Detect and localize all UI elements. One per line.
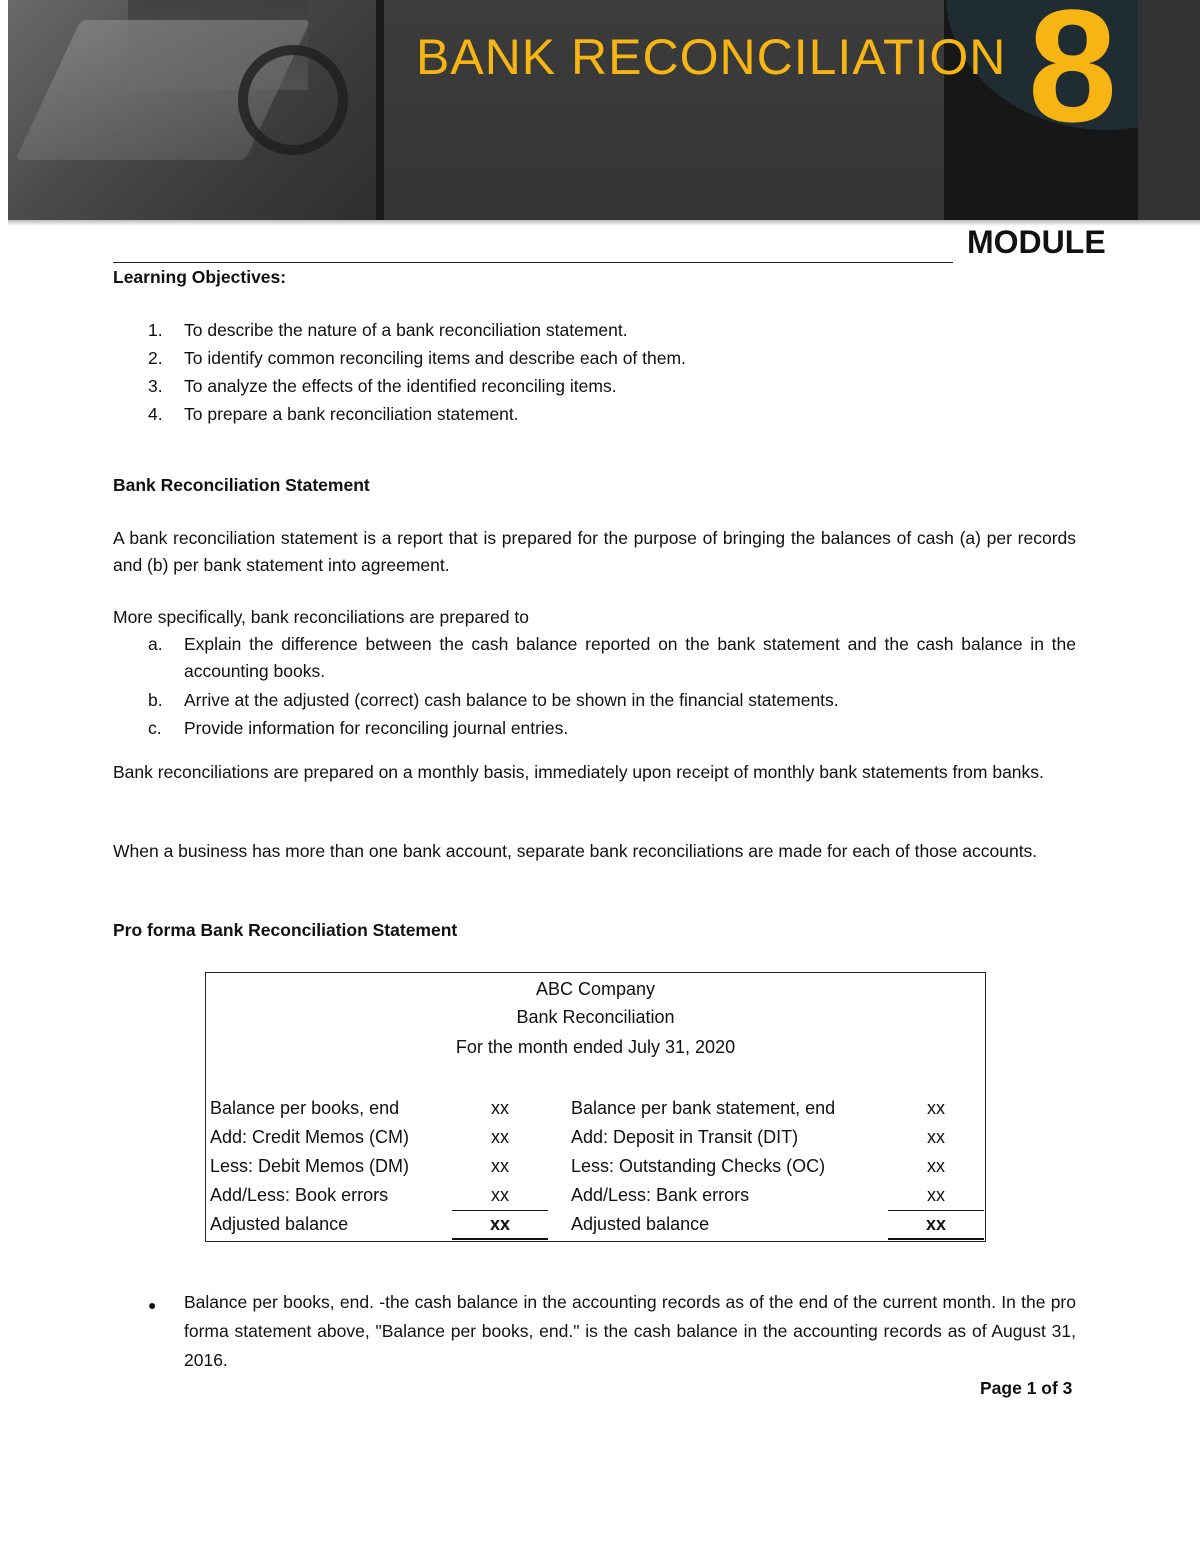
recon-left-label: Add/Less: Book errors	[210, 1185, 389, 1205]
objective-item: To describe the nature of a bank reconciliation statement.	[184, 320, 628, 340]
headphones-icon	[238, 45, 348, 155]
recon-left-label: Add: Credit Memos (CM)	[210, 1127, 410, 1147]
recon-right-amount: xx	[927, 1185, 945, 1205]
total-rule	[888, 1238, 984, 1240]
objective-number: 1.	[148, 320, 163, 340]
module-number: 8	[1028, 0, 1117, 155]
recon-left-amount: xx	[491, 1098, 509, 1118]
objective-number: 3.	[148, 376, 163, 396]
list-marker: c.	[148, 718, 162, 738]
header-banner	[8, 0, 1200, 220]
module-title: BANK RECONCILIATION	[416, 29, 1007, 85]
objective-number: 2.	[148, 348, 163, 368]
recon-left-amount: xx	[491, 1185, 509, 1205]
recon-company: ABC Company	[535, 979, 656, 999]
recon-right-label: Adjusted balance	[571, 1214, 710, 1234]
recon-left-amount: xx	[491, 1156, 509, 1176]
list-item: Arrive at the adjusted (correct) cash balance to be shown in the financial statements.	[184, 690, 839, 710]
objective-number: 4.	[148, 404, 163, 424]
recon-right-total: xx	[925, 1214, 947, 1234]
objective-item: To prepare a bank reconciliation statement.	[184, 404, 519, 424]
page-number: Page 1 of 3	[980, 1378, 1073, 1398]
recon-right-label: Less: Outstanding Checks (OC)	[571, 1156, 826, 1176]
recon-left-total: xx	[489, 1214, 511, 1234]
list-marker: a.	[148, 634, 163, 654]
recon-right-amount: xx	[927, 1156, 945, 1176]
total-rule	[452, 1238, 548, 1240]
recon-left-label: Less: Debit Memos (DM)	[210, 1156, 410, 1176]
objective-item: To analyze the effects of the identified reconciling items.	[184, 376, 617, 396]
paragraph: When a business has more than one bank account, separate bank reconciliations are made for each of those accounts.	[113, 841, 1038, 861]
recon-left-label: Balance per books, end	[210, 1098, 400, 1118]
recon-period: For the month ended July 31, 2020	[455, 1037, 736, 1057]
list-item: Explain the difference between the cash balance reported on the bank statement and the cash balance in the accounting books.	[184, 634, 1076, 681]
bullet-item: Balance per books, end. -the cash balance in the accounting records as of the end of the current month. In the pro forma statement above, "Balance per books, end." is the cash balance in the accounting records as of August 31, 2016.	[184, 1292, 1076, 1370]
objective-item: To identify common reconciling items and describe each of them.	[184, 348, 686, 368]
paragraph: More specifically, bank reconciliations are prepared to	[113, 607, 529, 627]
section-heading: Pro forma Bank Reconciliation Statement	[113, 920, 458, 940]
banner-divider	[376, 0, 384, 220]
bullet-icon: ●	[148, 1297, 157, 1313]
header-rule	[113, 262, 953, 263]
banner-right-strip	[1138, 0, 1200, 220]
section-heading: Bank Reconciliation Statement	[113, 475, 370, 495]
recon-right-label: Add: Deposit in Transit (DIT)	[571, 1127, 799, 1147]
recon-right-amount: xx	[927, 1127, 945, 1147]
list-marker: b.	[148, 690, 163, 710]
reconciliation-statement	[205, 972, 986, 1242]
recon-title: Bank Reconciliation	[516, 1007, 675, 1027]
paragraph: A bank reconciliation statement is a report that is prepared for the purpose of bringing the balances of cash (a) per records and (b) per bank statement into agreement.	[113, 528, 1076, 575]
laptop-photo	[8, 0, 376, 220]
recon-right-amount: xx	[927, 1098, 945, 1118]
list-item: Provide information for reconciling journal entries.	[184, 718, 569, 738]
module-label: MODULE	[967, 224, 1106, 260]
recon-left-label: Adjusted balance	[210, 1214, 349, 1234]
paragraph: Bank reconciliations are prepared on a monthly basis, immediately upon receipt of monthly bank statements from banks.	[113, 762, 1044, 782]
objectives-heading: Learning Objectives:	[113, 267, 287, 287]
recon-right-label: Balance per bank statement, end	[571, 1098, 836, 1118]
recon-left-amount: xx	[491, 1127, 509, 1147]
recon-right-label: Add/Less: Bank errors	[571, 1185, 750, 1205]
